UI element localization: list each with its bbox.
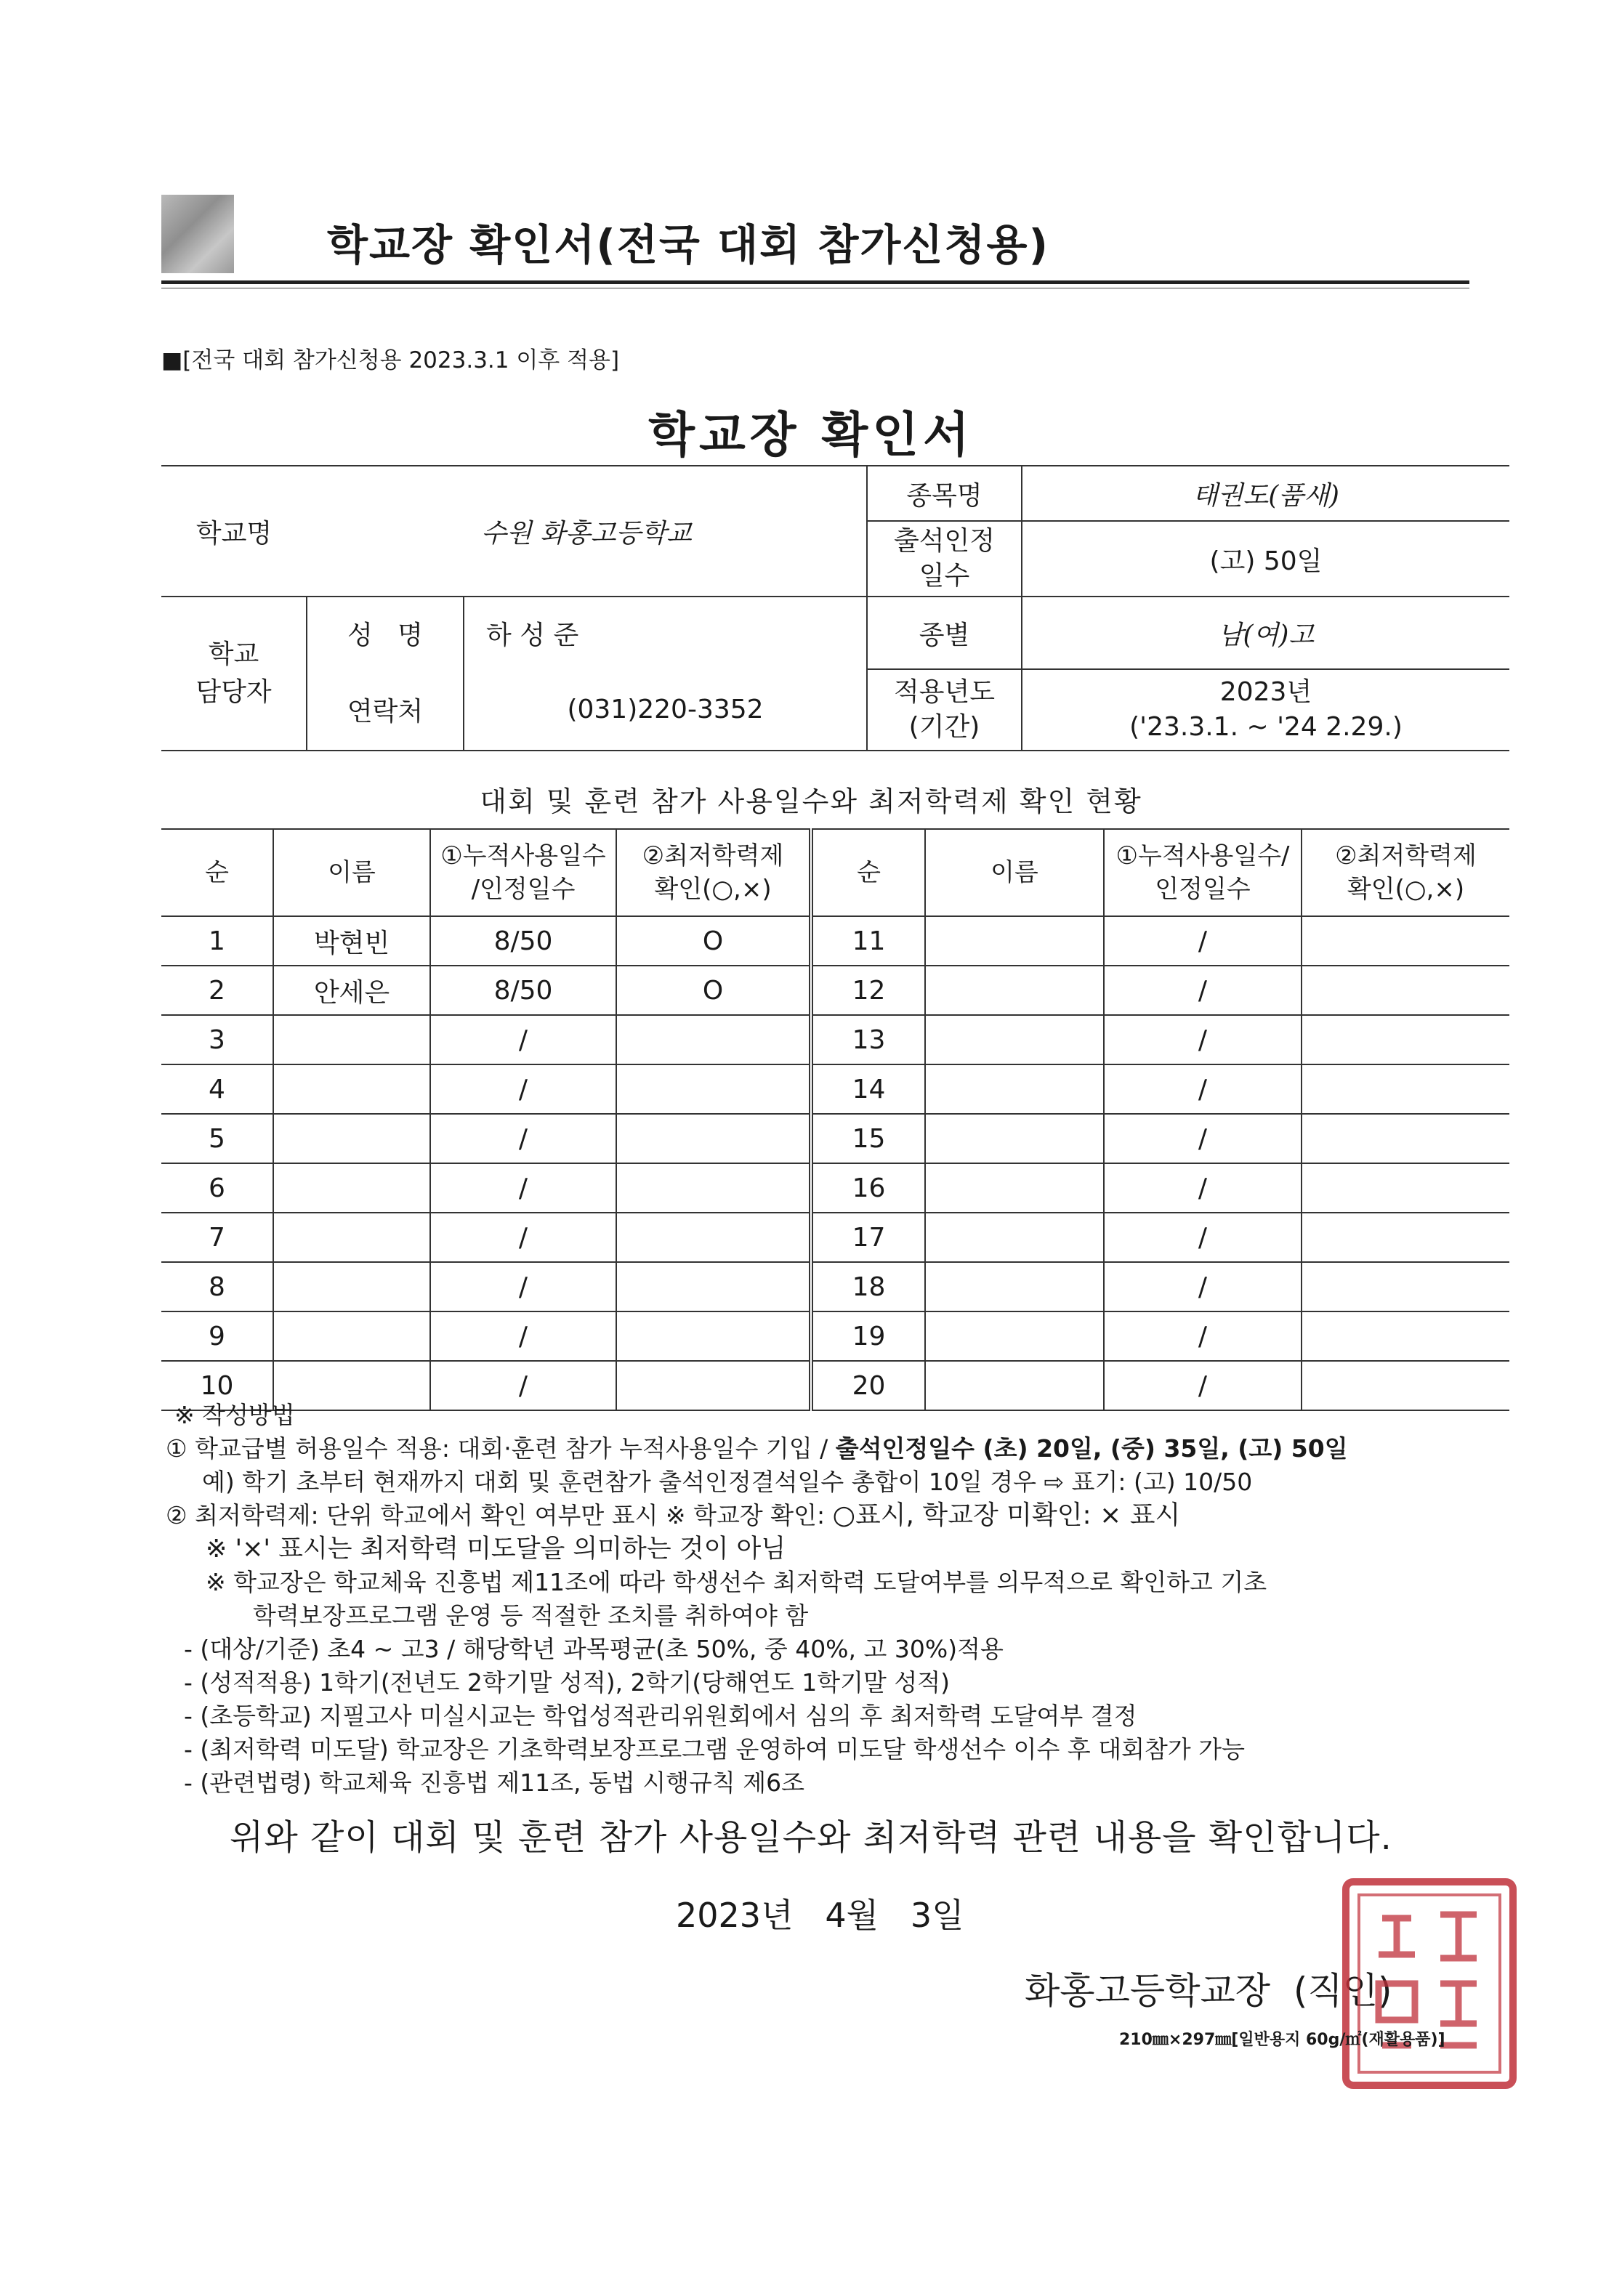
principal-name (1025, 1962, 1392, 2014)
col-check-right-line2: 확인(○,×) (1347, 875, 1465, 904)
row-check-right (1302, 1163, 1509, 1213)
row-no-right: 16 (811, 1163, 925, 1213)
row-days-right: / (1104, 1114, 1302, 1163)
table-row (161, 1114, 1509, 1163)
instructions (166, 1399, 1525, 1800)
col-days-line1: ①누적사용일수 (440, 841, 606, 870)
roster-caption: 대회 및 훈련 참가 사용일수와 최저학력제 확인 현황 (480, 785, 1142, 817)
row-check (616, 1064, 811, 1114)
row-no-right: 14 (811, 1064, 925, 1114)
row-no: 1 (161, 916, 273, 966)
roster-header-row (161, 829, 1509, 916)
row-check-right (1302, 1064, 1509, 1114)
note-8: - (최저학력 미도달) 학교장은 기초학력보장프로그램 운영하여 미도달 학생선수 이수 후 대회참가 가능 (184, 1735, 1246, 1763)
note-4: ※ 학교장은 학교체육 진흥법 제11조에 따라 학생선수 최저학력 도달여부를 의무적으로 확인하고 기초 (206, 1568, 1267, 1596)
row-days-right: / (1104, 1262, 1302, 1311)
row-check-right (1302, 1311, 1509, 1361)
name-label (307, 597, 464, 669)
row-no: 4 (161, 1064, 273, 1114)
row-days: / (430, 1361, 616, 1410)
col-check-right (1302, 829, 1509, 916)
row-days: / (430, 1114, 616, 1163)
event-label: 종목명 (867, 466, 1022, 521)
row-name (273, 1114, 430, 1163)
row-no-right: 17 (811, 1213, 925, 1262)
manager-label (161, 597, 307, 751)
table-row (161, 1163, 1509, 1213)
row-days: / (430, 1262, 616, 1311)
row-no: 2 (161, 966, 273, 1015)
event-value: 태권도(품새) (1022, 466, 1509, 521)
note-1-bold: 출석인정일수 (초) 20일, (중) 35일, (고) 50일 (835, 1434, 1348, 1463)
year-value-line1: 2023년 (1219, 677, 1312, 707)
row-days-right: / (1104, 916, 1302, 966)
col-days-line2: /인정일수 (471, 875, 576, 904)
year-label-line2: (기간) (908, 712, 980, 742)
main-title: 학교장 확인서 (648, 407, 974, 463)
official-seal-stamp (1339, 1875, 1520, 2093)
note-1-example: 예) 학기 초부터 현재까지 대회 및 훈련참가 출석인정결석일수 총합이 10일 경우 ⇨ 표기: (고) 10/50 (202, 1468, 1253, 1496)
applied-note: ■[전국 대회 참가신청용 2023.3.1 이후 적용] (161, 347, 620, 373)
row-no: 9 (161, 1311, 273, 1361)
table-row (161, 1015, 1509, 1064)
row-name: 박현빈 (273, 916, 430, 966)
row-check-right (1302, 1114, 1509, 1163)
col-name: 이름 (273, 829, 430, 916)
col-days (430, 829, 616, 916)
row-check-right (1302, 1262, 1509, 1311)
row-check-right (1302, 1015, 1509, 1064)
top-divider (161, 280, 1469, 284)
row-days: / (430, 1213, 616, 1262)
year-value-line2: ('23.3.1. ~ '24 2.29.) (1129, 712, 1403, 742)
col-name-right: 이름 (925, 829, 1104, 916)
col-check (616, 829, 811, 916)
row-no: 5 (161, 1114, 273, 1163)
row-days: / (430, 1015, 616, 1064)
col-check-line1: ②최저학력제 (642, 841, 784, 870)
row-check-right (1302, 916, 1509, 966)
row-check (616, 1114, 811, 1163)
contact-value: (031)220-3352 (464, 669, 867, 751)
attend-label-line2: 일수 (919, 561, 970, 591)
row-days-right: / (1104, 1163, 1302, 1213)
row-check (616, 1213, 811, 1262)
paper-spec: 210㎜×297㎜[일반용지 60g/㎡(재활용품)] (1119, 2031, 1445, 2049)
issue-date-text: 2023년 4월 3일 (676, 1896, 964, 1935)
contact-label: 연락처 (307, 669, 464, 751)
note-2-text: ② 최저학력제: 단위 학교에서 확인 여부만 표시 ※ 학교장 확인: (166, 1501, 833, 1529)
note-6: - (성적적용) 1학기(전년도 2학기말 성적), 2학기(당해연도 1학기말 성적) (184, 1668, 951, 1697)
note-1-text: ① 학교급별 허용일수 적용: 대회·훈련 참가 누적사용일수 기입 / (166, 1434, 836, 1463)
row-name-right (925, 1064, 1104, 1114)
row-name (273, 1015, 430, 1064)
note-5: - (대상/기준) 초4 ~ 고3 / 해당학년 과목평균(초 50%, 중 40%, 고 30%)적용 (184, 1635, 1004, 1663)
top-title: 학교장 확인서(전국 대회 참가신청용) (327, 220, 1050, 270)
row-check-right (1302, 1213, 1509, 1262)
row-name-right (925, 1311, 1104, 1361)
col-days-right-line1: ①누적사용일수/ (1115, 841, 1290, 870)
name-label-text: 성 명 (347, 621, 423, 650)
year-label-line1: 적용년도 (893, 677, 996, 707)
col-days-right (1104, 829, 1302, 916)
row-days: 8/50 (430, 916, 616, 966)
row-no-right: 19 (811, 1311, 925, 1361)
col-no: 순 (161, 829, 273, 916)
table-row (161, 1262, 1509, 1311)
row-no: 6 (161, 1163, 273, 1213)
row-no: 10 (161, 1361, 273, 1410)
table-row (161, 1064, 1509, 1114)
year-value (1022, 669, 1509, 751)
row-name-right (925, 1015, 1104, 1064)
seal-mark-text: (직인) (1293, 1970, 1392, 2012)
col-no-right: 순 (811, 829, 925, 916)
name-value: 하 성 준 (464, 597, 867, 669)
row-no-right: 20 (811, 1361, 925, 1410)
row-check (616, 1311, 811, 1361)
principal-name-text: 화홍고등학교장 (1025, 1970, 1271, 2012)
attend-value: (고) 50일 (1022, 521, 1509, 597)
row-no-right: 11 (811, 916, 925, 966)
manager-label-line2: 담당자 (195, 677, 272, 707)
row-name-right (925, 1213, 1104, 1262)
notes-title: ※ 작성방법 (174, 1401, 295, 1429)
col-check-right-line1: ②최저학력제 (1335, 841, 1477, 870)
row-name (273, 1262, 430, 1311)
info-table (161, 465, 1509, 751)
note-2-marks: ○표시, 학교장 미확인: × 표시 (832, 1500, 1181, 1530)
row-no-right: 13 (811, 1015, 925, 1064)
row-name: 안세은 (273, 966, 430, 1015)
row-no: 8 (161, 1262, 273, 1311)
attend-label (867, 521, 1022, 597)
col-days-right-line2: 인정일수 (1155, 875, 1251, 904)
row-no: 7 (161, 1213, 273, 1262)
header-gray-block (161, 195, 234, 273)
row-no-right: 12 (811, 966, 925, 1015)
table-row (161, 1311, 1509, 1361)
note-3: ※ '×' 표시는 최저학력 미도달을 의미하는 것이 아님 (206, 1535, 786, 1564)
note-2 (166, 1499, 1525, 1532)
row-no: 3 (161, 1015, 273, 1064)
row-days-right: / (1104, 1213, 1302, 1262)
year-label (867, 669, 1022, 751)
row-name-right (925, 1163, 1104, 1213)
row-days: / (430, 1163, 616, 1213)
issue-date (676, 1889, 964, 1937)
note-4b: 학력보장프로그램 운영 등 적절한 조치를 취하여야 함 (253, 1601, 809, 1630)
row-days-right: / (1104, 966, 1302, 1015)
row-name-right (925, 966, 1104, 1015)
col-check-line2: 확인(○,×) (654, 875, 772, 904)
row-days-right: / (1104, 1064, 1302, 1114)
attend-label-line1: 출석인정 (893, 526, 996, 556)
row-days: / (430, 1311, 616, 1361)
roster-table (161, 828, 1509, 1411)
row-days-right: / (1104, 1361, 1302, 1410)
row-days: / (430, 1064, 616, 1114)
row-check: O (616, 916, 811, 966)
table-row (161, 966, 1509, 1015)
note-1 (166, 1432, 1525, 1466)
note-7: - (초등학교) 지필고사 미실시교는 학업성적관리위원회에서 심의 후 최저학력 도달여부 결정 (184, 1702, 1137, 1730)
gender-label: 종별 (867, 597, 1022, 669)
confirm-statement: 위와 같이 대회 및 훈련 참가 사용일수와 최저학력 관련 내용을 확인합니다. (230, 1817, 1392, 1858)
row-check (616, 1262, 811, 1311)
manager-label-line1: 학교 (208, 639, 259, 669)
row-no-right: 15 (811, 1114, 925, 1163)
row-name-right (925, 916, 1104, 966)
row-check (616, 1163, 811, 1213)
school-label: 학교명 (161, 466, 307, 597)
gender-value: 남(여)고 (1022, 597, 1509, 669)
row-name (273, 1064, 430, 1114)
table-row (161, 916, 1509, 966)
row-name-right (925, 1114, 1104, 1163)
row-name (273, 1311, 430, 1361)
row-name-right (925, 1262, 1104, 1311)
row-no-right: 18 (811, 1262, 925, 1311)
table-row (161, 1213, 1509, 1262)
row-check-right (1302, 966, 1509, 1015)
row-check (616, 1015, 811, 1064)
row-days-right: / (1104, 1311, 1302, 1361)
row-days-right: / (1104, 1015, 1302, 1064)
school-value: 수원 화홍고등학교 (307, 466, 867, 597)
row-days: 8/50 (430, 966, 616, 1015)
row-name (273, 1163, 430, 1213)
row-name (273, 1213, 430, 1262)
row-check: O (616, 966, 811, 1015)
note-9: - (관련법령) 학교체육 진흥법 제11조, 동법 시행규칙 제6조 (184, 1769, 804, 1797)
